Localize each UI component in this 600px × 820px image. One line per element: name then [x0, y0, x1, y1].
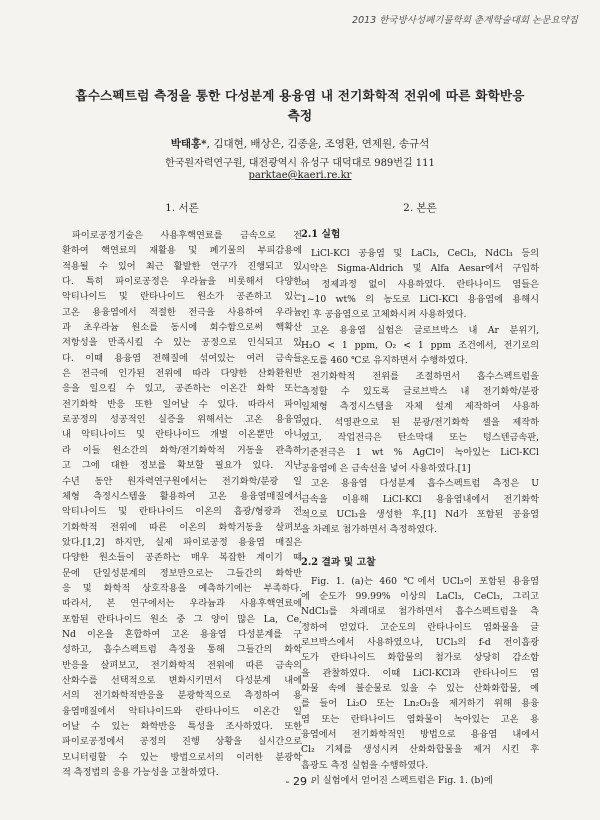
section-title-introduction: 1. 서론 — [165, 202, 199, 214]
experiment-paragraph-4 — [301, 476, 539, 537]
co-authors: , 김대현, 배상은, 김종윤, 조영환, 연제원, 송규석 — [206, 138, 430, 150]
text-line: 이 실험에서 얻어진 스펙트럼은 Fig. 1. (b)에 — [311, 775, 493, 786]
title-line: 흡수스펙트럼 측정을 통한 다성분계 용융염 내 전기화학적 전위에 따른 화학반응 — [75, 88, 525, 103]
text-line: 고 그에 대한 정보를 확보할 필요가 있다. 지난 — [62, 460, 302, 472]
text-line: 따라서, 본 연구에서는 우라늄과 사용후핵연료에 — [62, 598, 302, 610]
text-line: NdCl₃를 차례대로 첨가하면서 흡수스펙트럼을 측 — [301, 606, 539, 618]
text-line: 성하고, 흡수스펙트럼 측정을 통해 그들간의 화학 — [62, 644, 302, 656]
text-line: 응을 일으킬 수 있고, 공존하는 이온간 화학 또는 — [62, 383, 302, 395]
text-line: 은 전극에 인가된 전위에 따라 다양한 산화환원반 — [62, 368, 302, 380]
text-line: 기준전극은 1 wt % AgCl이 녹아있는 LiCl-KCl — [301, 447, 539, 459]
text-line: 였다. 석영관으로 된 분광/전기화학 셀을 제작하 — [301, 416, 539, 428]
text-line: Fig. 1. (a)는 460 ℃에서 UCl₃이 포함된 용융염 — [311, 575, 539, 587]
email-line — [0, 170, 600, 181]
page-number: - 29 - — [285, 775, 315, 788]
text-line: 일체형 측정시스템을 자체 설계 제작하여 사용하 — [301, 401, 539, 413]
text-line: 문에 단일성분계의 정보만으로는 그들간의 화학반 — [62, 567, 302, 579]
text-line: 적으로 UCl₃을 생성한 후,[1] Nd가 포함된 공융염 — [301, 508, 539, 520]
running-header: 2013 한국방사성폐기물학회 춘계학술대회 논문요약집 — [352, 15, 578, 26]
author-email: parktae@kaeri.re.kr — [248, 170, 352, 181]
subsection-title-experiment: 2.1 실험 — [301, 229, 341, 240]
right-column — [301, 200, 539, 788]
author-list — [0, 136, 600, 151]
text-line: 어날 수 있는 화학반응 특성을 조사하였다. 또한 — [62, 721, 302, 732]
text-line: 금속을 이용해 LiCl-KCl 용융염내에서 전기화학 — [301, 493, 539, 505]
text-line: 를 들어 Li₂O 또는 Ln₂O₃을 제거하기 위해 용융 — [301, 698, 539, 710]
left-column — [62, 200, 302, 780]
lead-author: 박태홍* — [170, 138, 207, 150]
text-line: 였고, 작업전극은 탄소막대 또는 텅스텐금속판, — [301, 432, 539, 444]
text-line: 여 정제과정 없이 사용하였다. 란타나이드 염들은 — [301, 278, 539, 290]
experiment-paragraph-2 — [301, 323, 539, 369]
text-line: 포함된 란타나이드 원소 중 그 양이 많은 La, Ce, — [62, 613, 302, 625]
experiment-paragraph-1 — [301, 246, 539, 323]
text-line: 에 순도가 99.99% 이상의 LaCl₃, CeCl₃, 그리고 — [301, 590, 539, 602]
text-line: 융염매질에서 악티나이드와 란타나이드 이온간 일 — [62, 705, 302, 717]
text-line: 과 초우라늄 원소를 동시에 회수함으로써 핵확산 — [62, 322, 302, 334]
subsection-title-results: 2.2 결과 및 고찰 — [301, 556, 376, 568]
text-line: 융염에서 전기화학적인 방법으로 용융염 내에서 — [301, 728, 539, 740]
text-line: 수년 동안 원자력연구원에서는 전기화학/분광 일 — [62, 475, 302, 487]
text-line: 체형 측정시스템을 활용하여 고온 용융염매질에서 — [62, 490, 302, 502]
text-line: 고온 용융염 실험은 글로브박스 내 Ar 분위기, — [311, 324, 539, 336]
text-line: 환하여 핵연료의 재활용 및 폐기물의 부피감용에 — [62, 245, 302, 257]
text-line: 전기화학적 전위를 조절하면서 흡수스펙트럼을 — [311, 370, 539, 382]
text-line: 기화학적 전위에 따른 이온의 화학거동을 살펴보 — [62, 521, 302, 533]
title-line: 측정 — [287, 108, 313, 123]
text-line: 았다.[1,2] 하지만, 실제 파이로공정 용융염 매질은 — [62, 536, 302, 548]
section-title-main: 2. 본론 — [403, 202, 437, 214]
text-line: 반응을 살펴보고, 전기화학적 전위에 따른 금속의 — [62, 659, 302, 671]
text-line: 측정할 수 있도록 글로브박스 내 전기화학/분광 — [301, 386, 539, 398]
text-line: 다양한 원소들이 공존하는 매우 복잡한 계이기 때 — [62, 552, 302, 564]
text-line: 파이로공정기술은 사용후핵연료를 금속으로 전 — [72, 230, 302, 241]
text-line: 다. 이때 용융염 전해질에 섞여있는 여러 금속들 — [62, 352, 302, 364]
text-line: Cl₂ 기체를 생성시켜 산화화합물을 제거 시킨 후 — [301, 744, 539, 756]
text-line: 적 측정법의 응용 가능성을 고찰하였다. — [62, 767, 219, 779]
text-line: 악티나이드 및 란타나이드 원소가 공존하고 있는 — [62, 291, 302, 303]
text-line: 정하여 얻었다. 고순도의 란타나이드 염화물을 글 — [301, 621, 539, 633]
text-line: 적용될 수 있어 최근 활발한 연구가 진행되고 있 — [62, 260, 302, 272]
text-line: 공융염에 은 금속선을 넣어 사용하였다.[1] — [301, 462, 471, 474]
experiment-paragraph-3 — [301, 369, 539, 476]
text-line: 1~10 wt% 의 농도로 LiCl-KCl 용융염에 용해시 — [301, 294, 539, 306]
text-line: LiCl-KCl 공융염 및 LaCl₃, CeCl₃, NdCl₃ 등의 — [311, 248, 539, 259]
text-line: 악티나이드 및 란타나이드 이온의 흡광/형광과 전 — [62, 506, 302, 518]
text-line: 흡광도 측정 실험을 수행하였다. — [301, 759, 429, 771]
text-line: 전기화학 반응 또한 일어날 수 있다. 따라서 파이 — [62, 398, 302, 410]
text-line: 라 이들 원소간의 화학/전기화학적 거동을 관측하 — [62, 444, 302, 456]
text-line: 로브박스에서 사용하였으나, UCl₃의 f-d 전이흡광 — [301, 636, 539, 648]
text-line: Nd 이온을 혼합하여 고온 용융염 다성분계를 구 — [62, 628, 302, 640]
text-line: H₂O < 1 ppm, O₂ < 1 ppm 조건에서, 전기로의 — [301, 340, 539, 352]
results-paragraph-1 — [301, 574, 539, 773]
affiliation: 한국원자력연구원, 대전광역시 유성구 대덕대로 989번길 111 — [165, 158, 435, 169]
text-line: 내 악티나이드 및 란타나이드 개별 이온뿐만 아니 — [62, 429, 302, 441]
text-line: 모니터링할 수 있는 방법으로서의 이러한 분광학 — [62, 751, 302, 763]
text-line: 염 또는 란타나이드 염화물이 녹아있는 고온 용 — [301, 713, 539, 725]
text-line: 로공정의 성공적인 실증을 위해서는 고온 용융염 — [62, 414, 302, 426]
text-line: 킨 후 공융염으로 고체화시켜 사용하였다. — [301, 309, 467, 321]
text-line: 온도를 460 ℃로 유지하면서 수행하였다. — [301, 355, 468, 367]
text-line: 서의 전기화학적반응을 분광학적으로 측정하여 용 — [62, 690, 302, 702]
text-line: 산화수를 선택적으로 변화시키면서 다성분계 내에 — [62, 674, 302, 686]
paper-title — [50, 86, 550, 126]
text-line: 응 및 화학적 상호작용을 예측하기에는 부족하다. — [62, 582, 302, 594]
text-line: 시약은 Sigma-Aldrich 및 Alfa Aesar에서 구입하 — [301, 263, 539, 275]
introduction-paragraph — [62, 228, 302, 780]
text-line: 도가 란타나이드 화합물의 첨가로 상당히 감소함 — [301, 652, 539, 664]
text-line: 다. 특히 파이로공정은 우라늄을 비롯해서 다양한 — [62, 276, 302, 288]
text-line: 고온 용융염 다성분계 흡수스펙트럼 측정은 U — [311, 478, 539, 490]
text-line: 을 관찰하였다. 이때 LiCl-KCl과 란타나이드 염 — [301, 667, 539, 679]
text-line: 화물 속에 불순물로 있을 수 있는 산화화합물, 예 — [301, 682, 539, 694]
text-line: 파이로공정에서 공정의 진행 상황을 실시간으로 — [62, 736, 302, 748]
text-line: 고온 용융염에서 적절한 전극을 사용하여 우라늄 — [62, 306, 302, 318]
text-line: 저항성을 만족시킬 수 있는 공정으로 인식되고 있 — [62, 337, 302, 349]
text-line: 을 차례로 첨가하면서 측정하였다. — [301, 524, 437, 536]
